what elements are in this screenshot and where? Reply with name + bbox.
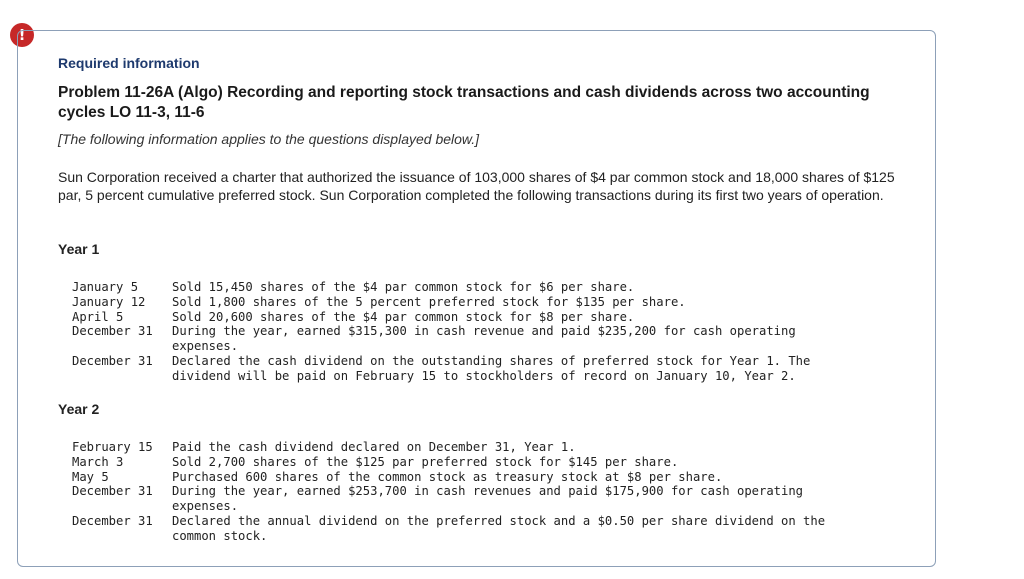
table-row: [72, 280, 862, 295]
transaction-description: During the year, earned $253,700 in cash revenues and paid $175,900 for cash operating expenses.: [172, 484, 804, 514]
transaction-description: During the year, earned $315,300 in cash revenue and paid $235,200 for cash operating expenses.: [172, 324, 796, 354]
table-row: [72, 310, 862, 325]
table-row: [72, 470, 862, 485]
table-row: [72, 514, 862, 544]
year-1-transactions-table: [72, 280, 862, 384]
table-row: [72, 354, 862, 384]
problem-title: Problem 11-26A (Algo) Recording and reporting stock transactions and cash dividends across two accounting cycles LO 11-3, 11-6: [58, 84, 870, 121]
transaction-description: Sold 1,800 shares of the 5 percent preferred stock for $135 per share.: [172, 294, 686, 309]
transaction-description: Sold 2,700 shares of the $125 par preferred stock for $145 per share.: [172, 454, 679, 469]
transaction-date: January 5: [72, 280, 139, 294]
transaction-date: March 3: [72, 454, 124, 469]
alert-icon: !: [10, 23, 34, 47]
transaction-date: February 15: [72, 440, 153, 454]
table-row: [72, 455, 862, 470]
transaction-description: Sold 15,450 shares of the $4 par common stock for $6 per share.: [172, 280, 635, 294]
transaction-date: December 31: [72, 353, 153, 368]
transaction-description: Purchased 600 shares of the common stock as treasury stock at $8 per share.: [172, 469, 723, 484]
transaction-description: Sold 20,600 shares of the $4 par common stock for $8 per share.: [172, 309, 635, 324]
required-information-heading: Required information: [58, 55, 200, 71]
table-row: [72, 295, 862, 310]
transaction-description: Declared the annual dividend on the preferred stock and a $0.50 per share dividend on the common stock.: [172, 513, 826, 543]
transaction-date: April 5: [72, 309, 124, 324]
year-1-heading: Year 1: [58, 241, 100, 257]
table-row: [72, 440, 862, 455]
year-2-transactions-table: [72, 440, 862, 544]
transaction-description: Paid the cash dividend declared on December 31, Year 1.: [172, 440, 576, 454]
info-note: [The following information applies to the questions displayed below.]: [58, 131, 480, 147]
transaction-date: December 31: [72, 513, 153, 528]
table-row: [72, 484, 862, 514]
transaction-date: December 31: [72, 324, 153, 339]
table-row: [72, 324, 862, 354]
transaction-date: May 5: [72, 469, 109, 484]
transaction-date: January 12: [72, 294, 146, 309]
year-2-heading: Year 2: [58, 401, 100, 417]
transaction-description: Declared the cash dividend on the outstanding shares of preferred stock for Year 1. The dividend will be paid on February 15 to stockholders of record on January 10, Year 2.: [172, 353, 811, 383]
problem-intro: Sun Corporation received a charter that authorized the issuance of 103,000 shares of $4 par common stock and 18,000 shares of $125 par, 5 percent cumulative preferred stock. Sun Corporation completed the following transactions during its first two years of operation.: [58, 169, 895, 203]
transaction-date: December 31: [72, 484, 153, 499]
